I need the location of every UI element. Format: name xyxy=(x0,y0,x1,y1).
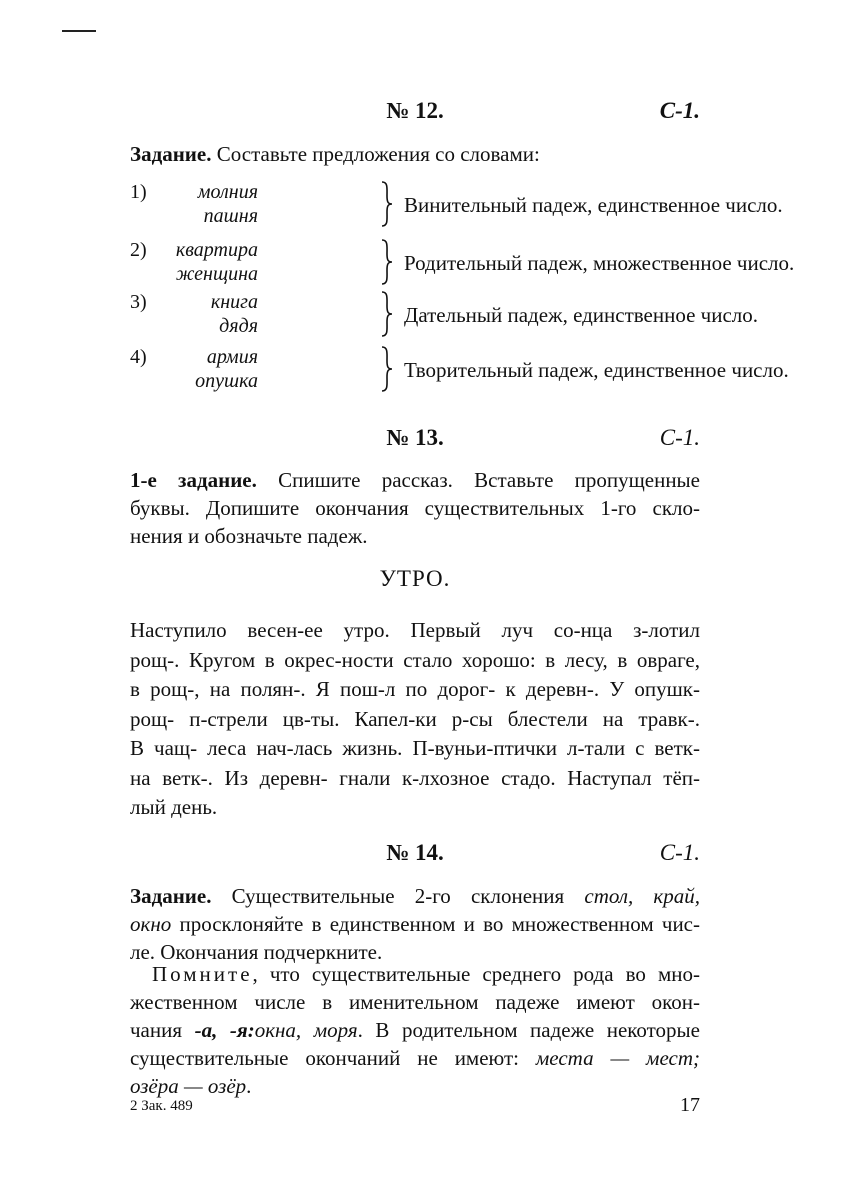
note-text: , что существительные среднего рода во мно- xyxy=(252,962,700,986)
group-word: дядя xyxy=(219,315,258,337)
group-number: 1) xyxy=(130,181,147,203)
task-line: ле. Окончания подчеркните. xyxy=(130,940,383,964)
corner-mark xyxy=(62,30,96,32)
story-line: В чащ- леса нач-лась жизнь. П-вуньи-птички л-тали с ветк- xyxy=(130,736,700,760)
brace-icon xyxy=(380,238,394,286)
group-description: Творительный падеж, единственное число. xyxy=(404,358,789,382)
exercise-12-task xyxy=(130,140,700,168)
group-number: 2) xyxy=(130,239,147,261)
note-line xyxy=(130,1044,700,1072)
note-line xyxy=(130,1072,700,1100)
story-line: на ветк-. Из деревн- гнали к-лхозное стадо. Наступал тёп- xyxy=(130,765,700,790)
brace-icon xyxy=(380,345,394,393)
note-line xyxy=(130,1016,700,1044)
brace-icon xyxy=(380,290,394,338)
word-group-4 xyxy=(130,345,789,395)
exercise-14-number: № 14. xyxy=(386,840,444,865)
group-description: Винительный падеж, единственное число. xyxy=(404,193,783,217)
task-label: 1-е задание. xyxy=(130,468,257,492)
exercise-12-number: № 12. xyxy=(386,98,444,123)
exercise-14-code: С-1. xyxy=(659,840,700,865)
word-group-2 xyxy=(130,238,795,288)
task-text: Составьте предложения со словами: xyxy=(211,142,540,166)
task-line: нения и обозначьте падеж. xyxy=(130,524,368,548)
note-line xyxy=(130,960,700,988)
exercise-13-task xyxy=(130,466,700,550)
exercise-13-number: № 13. xyxy=(386,425,444,450)
group-word: армия xyxy=(206,346,258,368)
note-text: . В родительном падеже некоторые xyxy=(357,1018,700,1042)
group-description: Дательный падеж, единственное число. xyxy=(404,303,759,327)
exercise-14-header xyxy=(130,840,700,874)
group-word: опушка xyxy=(195,370,258,392)
example-words: озёра — озёр xyxy=(130,1074,247,1098)
example-words: места — мест; xyxy=(535,1046,700,1070)
group-word: молния xyxy=(197,181,258,203)
group-word: пашня xyxy=(203,205,258,227)
group-description: Родительный падеж, множественное число. xyxy=(404,251,795,275)
group-word: квартира xyxy=(175,239,258,261)
footer-print-code: 2 Зак. 489 xyxy=(130,1098,193,1114)
story-line: рощ- п-стрели цв-ты. Капел-ки р-сы блестели на травк-. xyxy=(130,706,700,731)
word-group-1 xyxy=(130,180,783,230)
group-number: 3) xyxy=(130,291,147,313)
story-line: лый день. xyxy=(130,795,218,819)
group-number: 4) xyxy=(130,346,147,368)
exercise-12-code: С-1. xyxy=(659,98,700,123)
story-line: в рощ-, на полян-. Я пош-л по дорог- к деревн-. У опушк- xyxy=(130,677,700,701)
story-line: рощ-. Кругом в окрес-ности стало хорошо: в лесу, в овраге, xyxy=(130,647,700,672)
task-words: стол, край, xyxy=(584,884,700,908)
story-title: УТРО. xyxy=(379,566,451,591)
group-word: женщина xyxy=(175,263,258,285)
brace-icon xyxy=(380,180,394,228)
task-label: Задание. xyxy=(130,142,212,166)
task-words: окно xyxy=(130,912,172,936)
exercise-12-header xyxy=(130,98,700,132)
example-words: окна, моря xyxy=(254,1018,358,1042)
group-word: книга xyxy=(210,291,258,313)
exercise-13-header xyxy=(130,425,700,459)
note-line: жественном числе в именительном падеже имеют окон- xyxy=(130,990,700,1014)
page-number: 17 xyxy=(680,1094,700,1116)
word-group-3 xyxy=(130,290,759,340)
remember-word: Помните xyxy=(152,962,253,986)
task-line: буквы. Допишите окончания существительных 1-го скло- xyxy=(130,496,700,520)
ending-marks: -а, -я: xyxy=(194,1018,255,1042)
task-label: Задание. xyxy=(130,884,212,908)
task-text: Существительные 2-го склонения xyxy=(211,884,585,908)
exercise-14-task xyxy=(130,882,700,966)
note-text: . xyxy=(246,1074,252,1098)
task-line xyxy=(130,466,700,494)
story-text xyxy=(130,616,700,823)
note-text: чания xyxy=(130,1018,195,1042)
exercise-13-code: С-1. xyxy=(659,425,700,450)
task-line xyxy=(130,910,700,938)
task-line xyxy=(130,882,700,910)
exercise-14-note xyxy=(130,960,700,1100)
task-text: Спишите рассказ. Вставьте пропущенные xyxy=(256,468,700,492)
note-text: существительные окончаний не имеют: xyxy=(130,1046,536,1070)
story-line: Наступило весен-ее утро. Первый луч со-нца з-лотил xyxy=(130,618,700,642)
task-text: просклоняйте в единственном и во множественном чис- xyxy=(171,912,700,936)
